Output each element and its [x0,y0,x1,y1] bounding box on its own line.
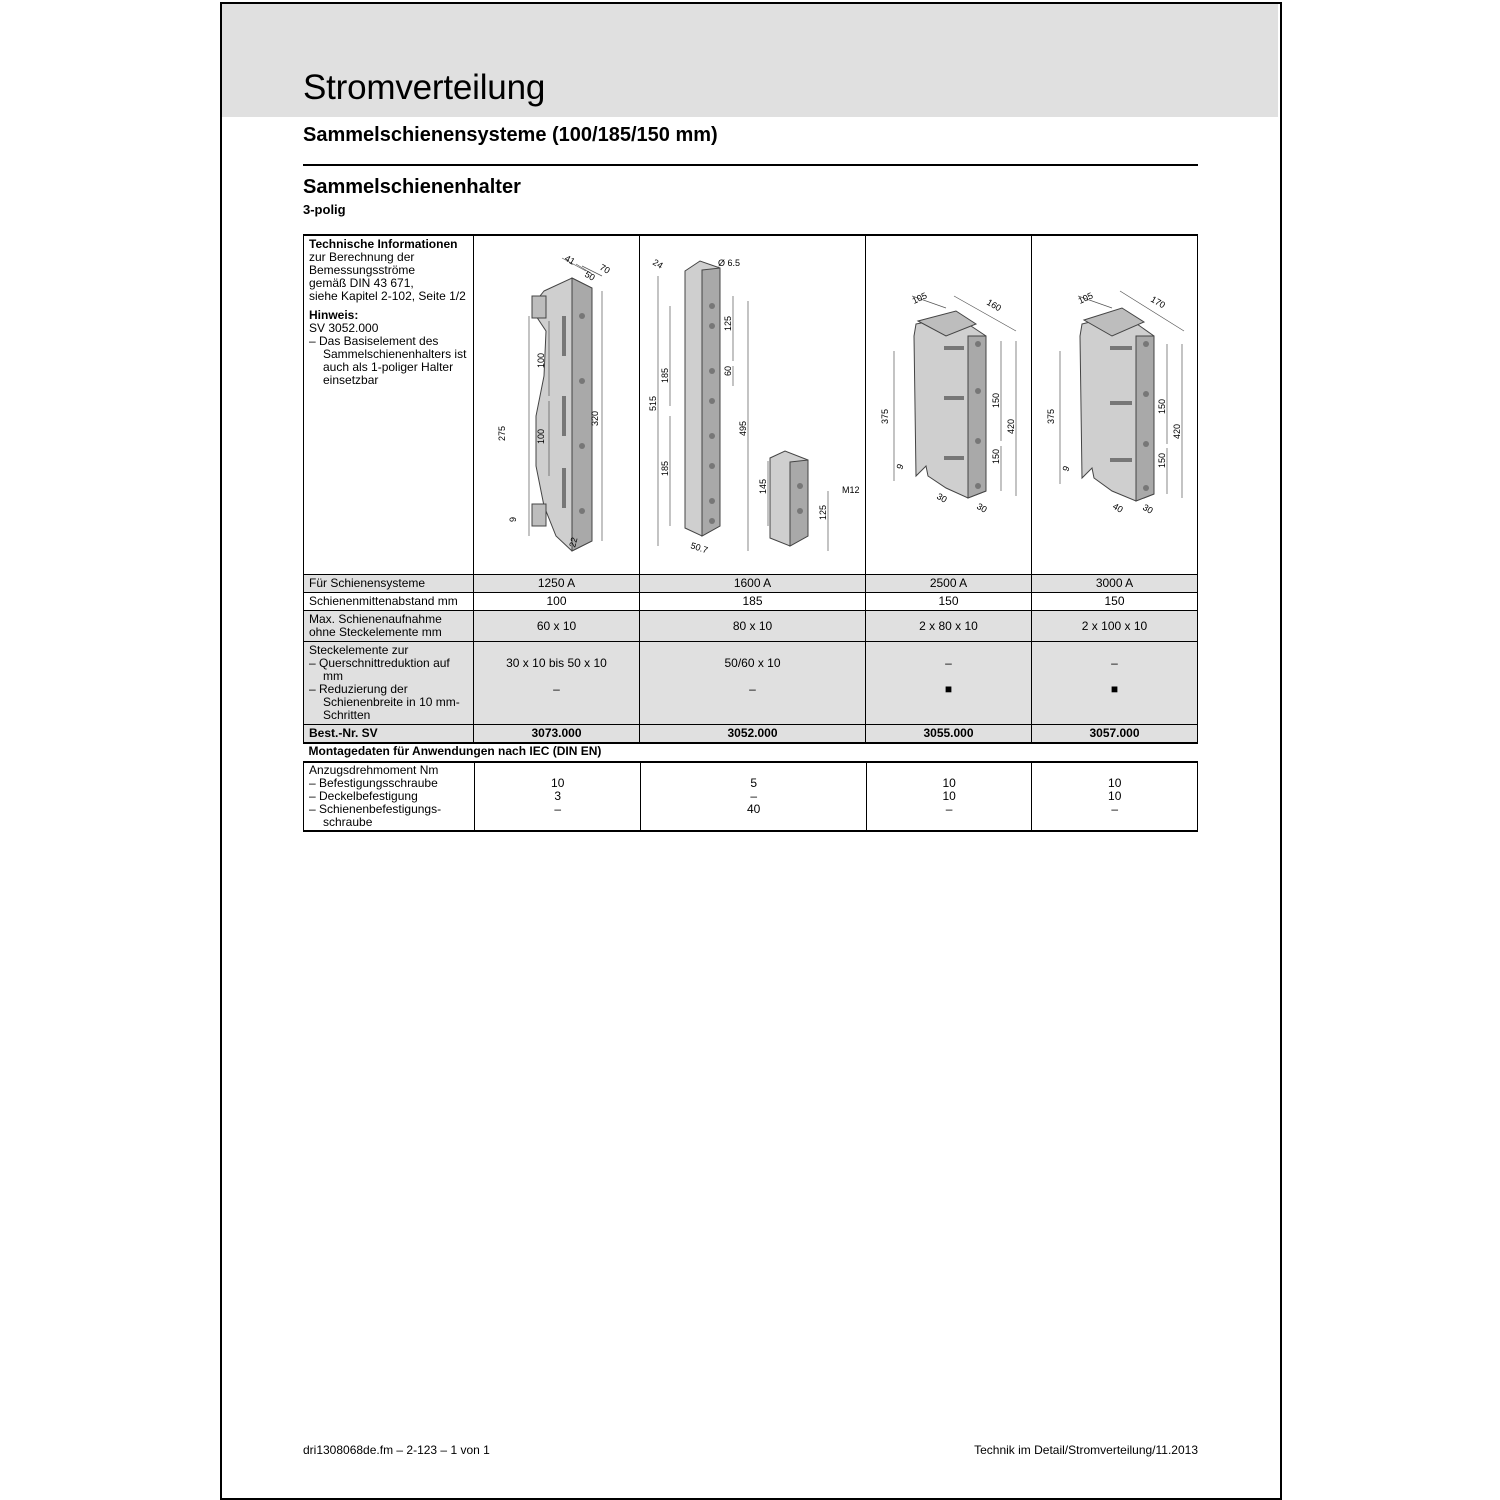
footer-left: dri1308068de.fm – 2-123 – 1 von 1 [303,1443,490,1457]
cell-value: 40 [746,802,761,816]
hint-text: – Das Basiselement des Sammelschienenhalters ist auch als 1-poliger Halter einsetzbar [309,334,467,387]
holder-drawing-1250 [474,236,639,571]
cell: 60 x 10 [474,611,640,642]
info-heading: Technische Informationen [309,237,458,251]
table-row [304,642,1198,725]
table-row [304,611,1198,642]
dim-70: 70 [598,262,612,276]
dim-170: 170 [1149,294,1168,311]
order-number: 3073.000 [474,725,640,744]
cell [641,762,866,831]
dim-185b: 185 [660,460,670,476]
info-line: Bemessungsströme [309,263,416,277]
row-label-line: – Schienenbefestigungs- schraube [309,802,442,829]
dim-30: 30 [1141,502,1155,516]
cell-value: 10 [1108,789,1122,803]
cell: 100 [474,593,640,611]
order-number: 3052.000 [640,725,866,744]
row-label-line: – Reduzierung der Schienenbreite in 10 mm-Schritten [309,682,460,722]
cell-value: ■ [944,682,953,696]
cell: 150 [1032,593,1198,611]
dim-150a: 150 [991,392,1001,408]
page-title: Stromverteilung [303,68,546,107]
dim-515: 515 [648,395,658,411]
divider [303,164,1198,166]
dim-100b: 100 [536,428,546,444]
table-row [304,593,1198,611]
dim-495: 495 [738,420,748,436]
dim-160: 160 [985,297,1004,314]
cell-value: – [553,682,560,696]
table-row [304,762,1198,831]
hint-ref: SV 3052.000 [309,321,379,335]
dim-9: 9 [508,516,518,522]
cell [474,762,641,831]
dim-9: 9 [894,462,906,471]
dim-22: 22 [567,536,580,549]
row-label-line: – Querschnittreduktion auf mm [309,656,450,683]
dim-507: 50.7 [689,540,710,556]
table-row [304,575,1198,593]
cell-value: 3 [554,789,562,803]
dim-420: 420 [1172,423,1182,439]
order-number: 3057.000 [1032,725,1198,744]
drawing-cell-2 [640,235,866,575]
cell-value: – [1111,802,1119,816]
row-label-line: Anzugsdrehmoment Nm [309,763,439,777]
cell-value: 10 [942,789,956,803]
cell-value: 50/60 x 10 [724,656,781,670]
row-label: Best.-Nr. SV [304,725,474,744]
dim-30a: 30 [935,491,949,505]
dim-150b: 150 [991,448,1001,464]
mounting-table [303,744,1198,832]
section-subtitle: 3-polig [303,202,346,217]
cell-value: – [945,656,952,670]
cell [640,642,866,725]
cell-value: – [945,802,953,816]
cell-value: 10 [1108,776,1122,790]
info-cell [304,235,474,575]
mounting-heading-row [304,744,1198,762]
cell: 2500 A [866,575,1032,593]
dim-125: 125 [723,315,733,331]
dim-105: 105 [1076,290,1095,306]
cell [866,642,1032,725]
holder-drawing-2500 [866,236,1031,571]
cell [1032,642,1198,725]
dim-125b: 125 [818,504,828,520]
info-line: siehe Kapitel 2-102, Seite 1/2 [309,289,466,303]
cell: 3000 A [1032,575,1198,593]
dim-m12: M12 [842,485,860,495]
row-label [304,642,474,725]
dim-41: 41 [563,253,577,267]
cell [474,642,640,725]
cell: 150 [866,593,1032,611]
dim-100a: 100 [536,352,546,368]
cell [866,762,1032,831]
holder-drawing-3000 [1032,236,1197,571]
drawing-row [304,235,1198,575]
order-number: 3055.000 [866,725,1032,744]
spec-table [303,234,1198,744]
cell-value: ■ [1110,682,1119,696]
cell-value: 30 x 10 bis 50 x 10 [506,656,607,670]
row-label [304,611,474,642]
cell: 185 [640,593,866,611]
dim-24: 24 [651,257,665,271]
row-label: Für Schienensysteme [304,575,474,593]
dim-420: 420 [1006,418,1016,434]
cell-value: – [554,802,562,816]
cell: 2 x 80 x 10 [866,611,1032,642]
holder-drawing-1600 [640,236,865,571]
cell: 2 x 100 x 10 [1032,611,1198,642]
row-label-line: – Deckelbefestigung [309,789,418,803]
dim-dia: Ø 6.5 [718,258,741,268]
section-title: Sammelschienenhalter [303,176,521,198]
page-subtitle: Sammelschienensysteme (100/185/150 mm) [303,124,718,146]
info-line: zur Berechnung der [309,250,415,264]
row-label [304,762,475,831]
mounting-heading: Montagedaten für Anwendungen nach IEC (DIN EN) [304,744,1198,762]
cell-value: 5 [750,776,757,790]
footer-right: Technik im Detail/Stromverteilung/11.2013 [974,1443,1198,1457]
dim-9: 9 [1060,464,1072,473]
dim-275: 275 [497,425,507,441]
dim-150b: 150 [1157,452,1167,468]
row-label-line: – Befestigungsschraube [309,776,438,790]
cell-value: – [1111,656,1118,670]
row-label: Schienenmittenabstand mm [304,593,474,611]
drawing-cell-1 [474,235,640,575]
dim-30b: 30 [975,501,989,515]
drawing-cell-3 [866,235,1032,575]
cell-value: – [749,682,756,696]
dim-150a: 150 [1157,398,1167,414]
cell [1032,762,1198,831]
cell: 80 x 10 [640,611,866,642]
dim-105: 105 [910,290,929,306]
row-label-line: ohne Steckelemente mm [309,625,442,639]
cell-value: 10 [551,776,565,790]
dim-185a: 185 [660,367,670,383]
dim-320: 320 [590,410,600,426]
dim-145: 145 [758,478,768,494]
cell-value: 10 [942,776,956,790]
row-label-line: Steckelemente zur [309,643,409,657]
drawing-cell-4 [1032,235,1198,575]
row-label-line: Max. Schienenaufnahme [309,612,442,626]
dim-60: 60 [723,365,733,376]
cell: 1250 A [474,575,640,593]
dim-375: 375 [880,408,890,424]
dim-40: 40 [1111,501,1125,515]
hint-heading: Hinweis: [309,308,359,322]
dim-375: 375 [1046,408,1056,424]
info-line: gemäß DIN 43 671, [309,276,414,290]
cell-value: – [750,789,757,803]
dim-50: 50 [583,269,597,283]
cell: 1600 A [640,575,866,593]
table-row [304,725,1198,744]
